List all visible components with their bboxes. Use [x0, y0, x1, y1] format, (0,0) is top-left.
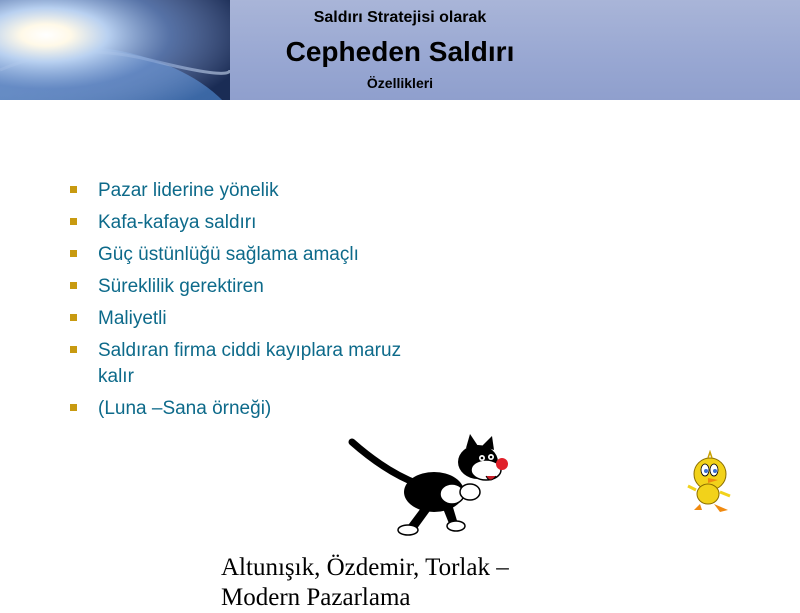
earth-glow-image — [0, 0, 230, 100]
bullet-item — [68, 242, 428, 268]
bullet-item — [68, 338, 428, 390]
bullet-text: Maliyetli — [98, 308, 167, 329]
citation-line-1: Altunışık, Özdemir, Torlak – — [221, 554, 509, 581]
bullet-square-icon — [70, 346, 77, 353]
header-subtitle-bottom: Özellikleri — [366, 75, 434, 91]
header-subtitle-top: Saldırı Stratejisi olarak — [313, 9, 487, 26]
bullet-item — [68, 210, 428, 236]
slide-header — [0, 0, 800, 100]
bullet-item — [68, 396, 428, 422]
bullet-text: Saldıran firma ciddi kayıplara maruz kalır — [98, 340, 402, 387]
cartoon-bird-illustration — [684, 450, 740, 516]
bullet-square-icon — [70, 282, 77, 289]
slide-title: Cepheden Saldırı — [285, 36, 515, 67]
bullet-item — [68, 306, 428, 332]
bullet-text: Süreklilik gerektiren — [98, 276, 264, 297]
citation-line-2: Modern Pazarlama — [221, 584, 411, 611]
bullet-square-icon — [70, 186, 77, 193]
bullet-square-icon — [70, 250, 77, 257]
bullet-text: Güç üstünlüğü sağlama amaçlı — [98, 244, 359, 265]
bullet-text: Kafa-kafaya saldırı — [98, 212, 257, 233]
bullet-square-icon — [70, 218, 77, 225]
bullet-square-icon — [70, 404, 77, 411]
bullet-item — [68, 274, 428, 300]
bullet-square-icon — [70, 314, 77, 321]
bullet-text: (Luna –Sana örneği) — [98, 398, 272, 419]
bullet-list — [68, 178, 428, 428]
cartoon-cat-illustration — [346, 432, 516, 536]
bullet-item — [68, 178, 428, 204]
citation-text — [221, 553, 581, 613]
bullet-text: Pazar liderine yönelik — [98, 180, 279, 201]
